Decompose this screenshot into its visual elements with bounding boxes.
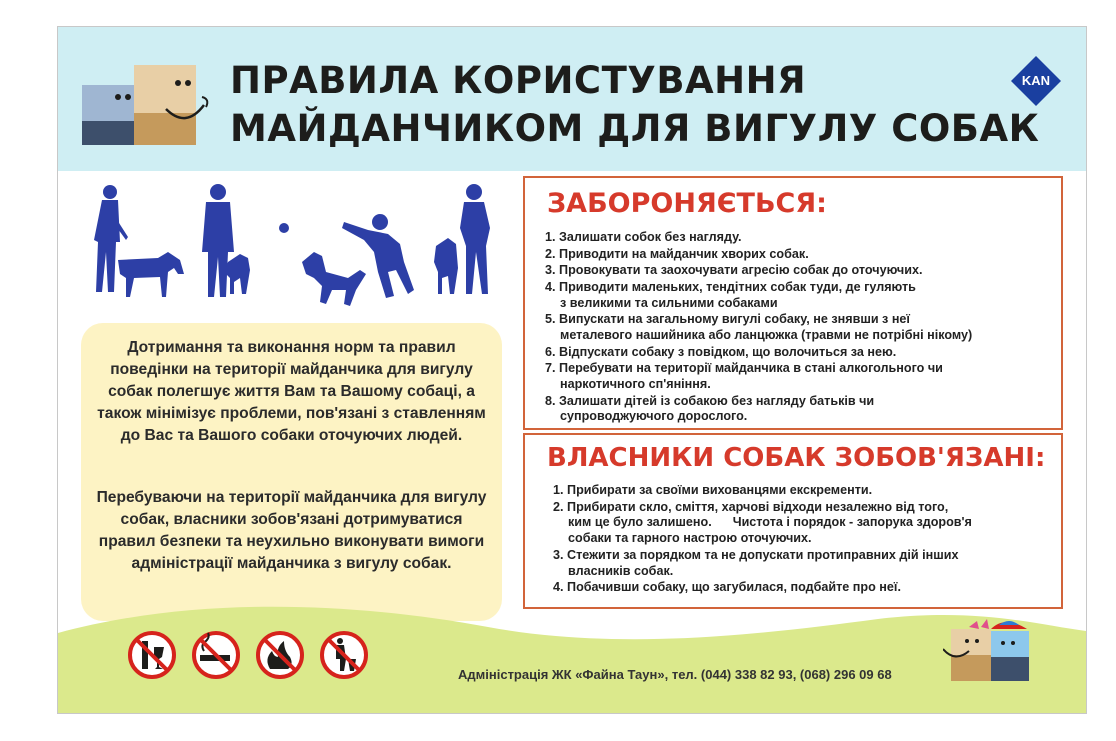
item-number: 1. xyxy=(553,483,564,497)
item-text-cont: ким це було залишено. Чистота і порядок - запорука здоров'я xyxy=(568,515,972,530)
item-text-cont: наркотичного сп'яніння. xyxy=(560,376,711,391)
info-panel xyxy=(81,323,502,621)
list-item xyxy=(545,312,972,344)
list-item xyxy=(545,263,972,279)
people-and-dogs-illustration xyxy=(88,182,508,307)
list-item xyxy=(545,247,972,263)
item-text-cont: власників собак. xyxy=(568,563,674,578)
info-paragraph-2: Перебуваючи на території майданчика для вигулу собак, власники зобов'язані дотримуватися правил безпеки та неухильно виконувати вимоги адміністрації майданчика з вигулу собак. xyxy=(96,489,487,572)
item-text: Перебувати на території майданчика в стані алкогольного чи xyxy=(559,361,943,376)
item-text: Провокувати та заохочувати агресію собак до оточуючих. xyxy=(559,263,923,278)
dog-silhouette-icon xyxy=(302,252,366,306)
info-paragraph-1: Дотримання та виконання норм та правил поведінки на території майданчика для вигулу собак полегшує життя Вам та Вашому собаці, а також мінімізує проблеми, пов'язані з ставленням до Вас та Вашого собаки оточуючих людей. xyxy=(97,339,486,444)
item-text-cont: супроводжуючого дорослого. xyxy=(560,409,748,424)
obligations-heading: ВЛАСНИКИ СОБАК ЗОБОВ'ЯЗАНІ: xyxy=(547,443,1046,473)
item-text: Приводити маленьких, тендітних собак туди, де гуляють xyxy=(559,279,916,294)
smiley-boxes-logo-icon xyxy=(82,57,212,149)
prohibited-heading: ЗАБОРОНЯЄТЬСЯ: xyxy=(547,188,827,219)
list-item xyxy=(553,548,972,580)
obligations-list xyxy=(553,483,972,597)
list-item xyxy=(545,361,972,393)
item-text: Прибирати скло, сміття, харчові відходи незалежно від того, xyxy=(567,499,949,514)
dog-silhouette-icon xyxy=(118,252,184,297)
prohibited-list xyxy=(545,230,972,426)
item-number: 4. xyxy=(545,279,556,294)
item-number: 8. xyxy=(545,393,556,408)
list-item xyxy=(553,580,972,596)
kan-badge: KAN xyxy=(1021,73,1051,88)
list-item xyxy=(553,500,972,547)
item-number: 2. xyxy=(545,246,556,261)
no-fire-icon xyxy=(258,633,302,677)
list-item xyxy=(553,483,972,499)
obligations-box xyxy=(523,433,1063,609)
list-item xyxy=(545,230,972,246)
page-title xyxy=(230,57,1039,153)
item-number: 4. xyxy=(553,580,564,595)
item-number: 6. xyxy=(545,344,556,359)
list-item xyxy=(545,280,972,312)
item-text: Залишати дітей із собакою без нагляду батьків чи xyxy=(559,393,875,408)
list-item xyxy=(545,345,972,361)
person-silhouette-icon xyxy=(103,185,117,199)
header xyxy=(58,27,1086,171)
title-line-1: ПРАВИЛА КОРИСТУВАННЯ xyxy=(230,59,807,102)
item-text: Побачивши собаку, що загубилася, подбайте про неї. xyxy=(567,580,901,595)
item-number: 1. xyxy=(545,230,556,244)
item-number: 2. xyxy=(553,499,564,514)
poster xyxy=(57,26,1087,714)
person-silhouette-icon xyxy=(210,184,226,200)
item-text: Відпускати собаку з повідком, що волочиться за нею. xyxy=(559,344,897,359)
item-number: 5. xyxy=(545,312,556,327)
no-smoking-icon xyxy=(194,633,238,677)
prohibition-icons xyxy=(126,627,376,687)
no-littering-icon xyxy=(322,633,366,677)
prohibited-box xyxy=(523,176,1063,430)
smiley-family-icon xyxy=(943,615,1043,683)
item-text: Залишати собок без нагляду. xyxy=(559,230,742,244)
footer-contact: Адміністрація ЖК «Файна Таун», тел. (044) 338 82 93, (068) 296 09 68 xyxy=(458,667,892,682)
title-line-2: МАЙДАНЧИКОМ ДЛЯ ВИГУЛУ СОБАК xyxy=(230,107,1040,150)
dog-silhouette-icon xyxy=(434,238,458,294)
item-number: 3. xyxy=(545,263,556,278)
item-number: 7. xyxy=(545,361,556,376)
item-text: Випускати на загальному вигулі собаку, не знявши з неї xyxy=(559,312,910,327)
no-alcohol-icon xyxy=(130,633,174,677)
item-text: Приводити на майданчик хворих собак. xyxy=(559,246,809,261)
item-text-cont: з великими та сильними собаками xyxy=(560,295,778,310)
item-text: Стежити за порядком та не допускати протиправних дій інших xyxy=(567,547,959,562)
item-text-cont: собаки та гарного настрою оточуючих. xyxy=(568,531,812,546)
dog-silhouette-icon xyxy=(224,254,250,294)
person-silhouette-icon xyxy=(372,214,388,230)
list-item xyxy=(545,394,972,426)
item-text: Прибирати за своїми вихованцями екскременти. xyxy=(567,483,873,497)
item-text-cont: металевого нашийника або ланцюжка (травми не потрібні нікому) xyxy=(560,327,973,342)
ball-icon xyxy=(279,223,289,233)
item-number: 3. xyxy=(553,547,564,562)
person-silhouette-icon xyxy=(466,184,482,200)
